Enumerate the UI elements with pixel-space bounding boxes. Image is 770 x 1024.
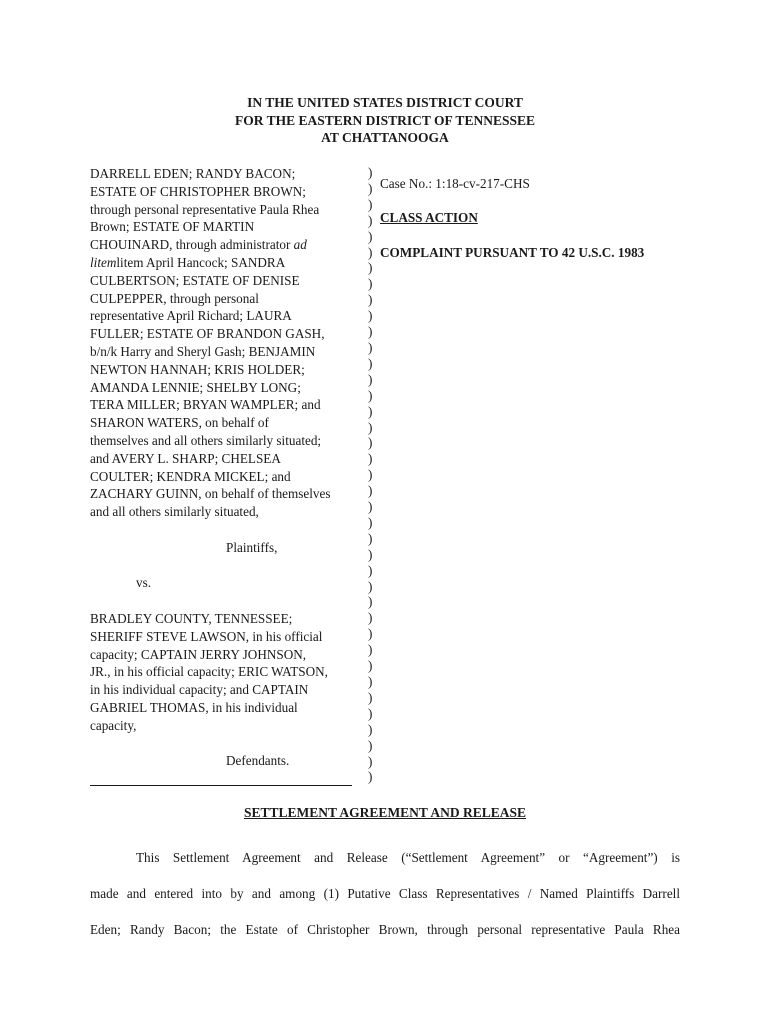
caption-parenthesis: ) — [368, 737, 373, 753]
case-info-block — [380, 175, 675, 261]
agreement-paragraph — [90, 840, 680, 948]
plaintiff-line: and AVERY L. SHARP; CHELSEA — [90, 450, 281, 466]
court-name-line-1: IN THE UNITED STATES DISTRICT COURT — [247, 95, 523, 110]
plaintiff-line: AMANDA LENNIE; SHELBY LONG; — [90, 379, 301, 395]
defendant-line: in his individual capacity; and CAPTAIN — [90, 682, 309, 698]
agreement-title: SETTLEMENT AGREEMENT AND RELEASE — [244, 805, 526, 820]
caption-parenthesis: ) — [368, 165, 373, 180]
defendant-line: capacity, — [90, 717, 137, 733]
plaintiff-line: and all others similarly situated, — [90, 504, 259, 520]
body-line: Eden; Randy Bacon; the Estate of Christopher Brown, through personal representative Paula Rhea — [90, 922, 680, 937]
plaintiff-line: ESTATE OF CHRISTOPHER BROWN; — [90, 183, 306, 199]
body-line: made and entered into by and among (1) Putative Class Representatives / Named Plaintiffs Darrell — [90, 886, 680, 901]
caption-parenthesis: ) — [368, 546, 373, 562]
caption-parenthesis: ) — [368, 228, 373, 244]
caption-parenthesis: ) — [368, 308, 373, 324]
defendant-line: GABRIEL THOMAS, in his individual — [90, 699, 298, 715]
spacer — [90, 592, 375, 610]
caption-parenthesis: ) — [368, 674, 373, 689]
caption-parenthesis: ) — [368, 753, 373, 769]
caption-parenthesis: ) — [368, 419, 373, 435]
caption-parenthesis: ) — [368, 180, 373, 196]
versus-label: vs. — [136, 575, 152, 591]
caption-parenthesis: ) — [368, 562, 373, 578]
litem-italic: litem — [90, 254, 117, 270]
caption-parenthesis: ) — [368, 435, 373, 451]
plaintiff-line: NEWTON HANNAH; KRIS HOLDER; — [90, 361, 305, 377]
caption-parenthesis: ) — [368, 371, 373, 387]
caption-parenthesis: ) — [368, 705, 373, 721]
plaintiff-line-text: CHOUINARD, through administrator — [90, 237, 294, 253]
case-number: Case No.: 1:18-cv-217-CHS — [380, 176, 530, 191]
complaint-title: COMPLAINT PURSUANT TO 42 U.S.C. 1983 — [380, 244, 645, 260]
plaintiffs-role: Plaintiffs, — [226, 539, 278, 555]
caption-parenthesis: ) — [368, 769, 373, 785]
plaintiff-line: themselves and all others similarly situated; — [90, 432, 322, 448]
plaintiff-line: SHARON WATERS, on behalf of — [90, 415, 269, 431]
caption-parenthesis: ) — [368, 658, 373, 674]
parties-block — [90, 165, 375, 770]
plaintiff-line — [90, 236, 375, 254]
caption-parenthesis: ) — [368, 721, 373, 737]
agreement-body — [90, 840, 680, 948]
caption-parenthesis: ) — [368, 626, 373, 642]
caption-parenthesis: ) — [368, 260, 373, 276]
plaintiff-line: through personal representative Paula Rhea — [90, 201, 320, 217]
court-name-line-2: FOR THE EASTERN DISTRICT OF TENNESSEE — [235, 112, 535, 128]
plaintiff-line: CULBERTSON; ESTATE OF DENISE — [90, 272, 300, 288]
defendant-line: BRADLEY COUNTY, TENNESSEE; — [90, 610, 293, 626]
plaintiff-line — [90, 254, 375, 272]
caption-underline — [90, 785, 352, 786]
plaintiff-line: COULTER; KENDRA MICKEL; and — [90, 468, 291, 484]
plaintiff-line: CULPEPPER, through personal — [90, 290, 259, 306]
plaintiff-line: representative April Richard; LAURA — [90, 308, 292, 324]
caption-parenthesis: ) — [368, 578, 373, 594]
defendant-line: JR., in his official capacity; ERIC WATSON, — [90, 664, 328, 680]
plaintiff-line: TERA MILLER; BRYAN WAMPLER; and — [90, 397, 321, 413]
caption-parenthesis: ) — [368, 483, 373, 499]
plaintiff-line: DARRELL EDEN; RANDY BACON; — [90, 166, 296, 181]
body-line: This Settlement Agreement and Release (“Settlement Agreement” or “Agreement”) is — [136, 850, 680, 865]
ad-italic: ad — [293, 237, 307, 253]
plaintiff-line: Brown; ESTATE OF MARTIN — [90, 219, 255, 235]
court-header — [90, 94, 680, 147]
caption-parenthesis: ) — [368, 324, 373, 340]
caption-parenthesis: ) — [368, 530, 373, 546]
caption-parenthesis: ) — [368, 276, 373, 292]
caption-parenthesis: ) — [368, 403, 373, 419]
caption-parenthesis: ) — [368, 467, 373, 483]
caption-parenthesis-column — [368, 165, 378, 785]
court-name-line-3: AT CHATTANOOGA — [321, 130, 449, 145]
plaintiff-line: FULLER; ESTATE OF BRANDON GASH, — [90, 326, 325, 342]
plaintiff-line-text: litem April Hancock; SANDRA — [116, 254, 286, 270]
caption-parenthesis: ) — [368, 292, 373, 308]
defendants-role: Defendants. — [226, 753, 290, 769]
caption-parenthesis: ) — [368, 339, 373, 355]
caption-parenthesis: ) — [368, 355, 373, 371]
case-caption — [90, 165, 690, 795]
plaintiff-line: ZACHARY GUINN, on behalf of themselves — [90, 486, 331, 502]
caption-parenthesis: ) — [368, 196, 373, 212]
caption-parenthesis: ) — [368, 499, 373, 515]
caption-parenthesis: ) — [368, 642, 373, 658]
caption-parenthesis: ) — [368, 689, 373, 705]
defendant-line: capacity; CAPTAIN JERRY JOHNSON, — [90, 646, 307, 662]
plaintiff-line: b/n/k Harry and Sheryl Gash; BENJAMIN — [90, 343, 316, 359]
caption-parenthesis: ) — [368, 594, 373, 610]
caption-parenthesis: ) — [368, 451, 373, 467]
defendant-line: SHERIFF STEVE LAWSON, in his official — [90, 628, 323, 644]
caption-parenthesis: ) — [368, 514, 373, 530]
caption-parenthesis: ) — [368, 212, 373, 228]
caption-parenthesis: ) — [368, 387, 373, 403]
class-action-label: CLASS ACTION — [380, 209, 478, 225]
caption-parenthesis: ) — [368, 610, 373, 626]
caption-parenthesis: ) — [368, 244, 373, 260]
